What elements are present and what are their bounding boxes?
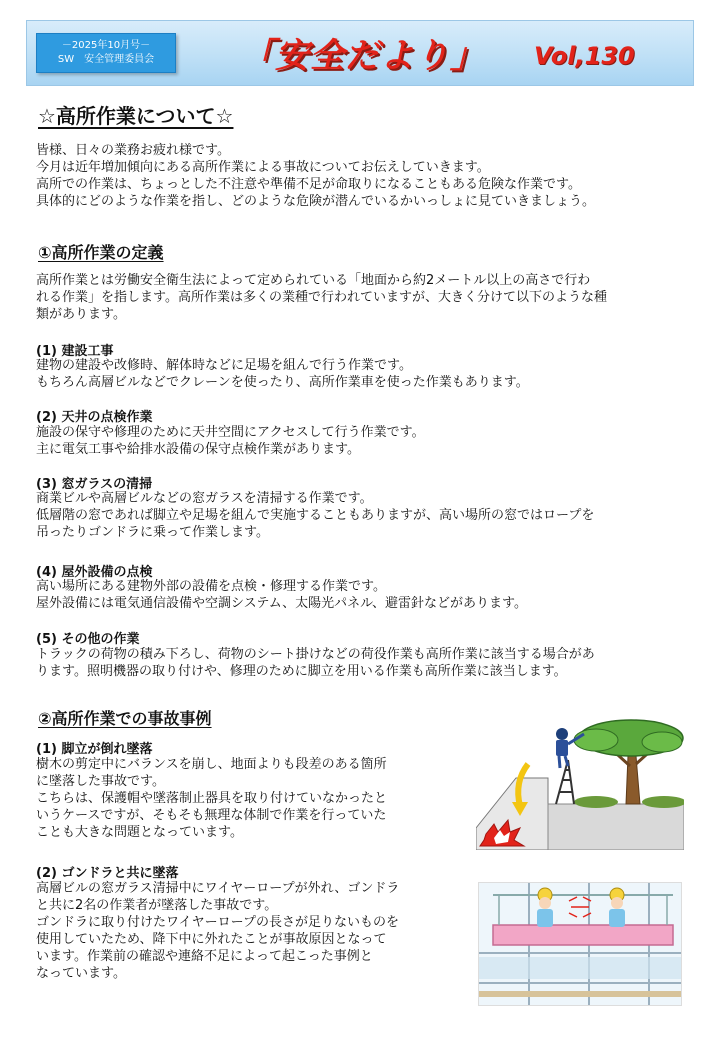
item3-title: (3) 窓ガラスの清掃 — [36, 477, 153, 492]
case1-body — [36, 756, 456, 841]
item-line: 商業ビルや高層ビルなどの窓ガラスを清掃する作業です。 — [36, 491, 373, 506]
lead-line: 類があります。 — [36, 307, 126, 322]
lead-line: 高所作業とは労働安全衛生法によって定められている「地面から約2メートル以上の高さで行わ — [36, 273, 591, 288]
item-line: 高い場所にある建物外部の設備を点検・修理する作業です。 — [36, 579, 386, 594]
case-line: ことも大きな問題となっています。 — [36, 825, 243, 840]
page-title: ☆高所作業について☆ — [38, 104, 234, 128]
case-line: ゴンドラに取り付けたワイヤーロープの長さが足りないものを — [36, 915, 399, 930]
gondola-fall-illustration — [478, 882, 682, 1006]
item4-title: (4) 屋外設備の点検 — [36, 565, 153, 580]
case2-body — [36, 880, 456, 982]
item-line: ります。照明機器の取り付けや、修理のために脚立を用いる作業も高所作業に該当します。 — [36, 664, 567, 679]
item1-title: (1) 建設工事 — [36, 344, 114, 359]
item2-body — [36, 424, 688, 458]
item4-body — [36, 578, 688, 612]
item-line: 低層階の窓であれば脚立や足場を組んで実施することもありますが、高い場所の窓ではロープを — [36, 508, 595, 523]
intro-paragraph — [36, 142, 688, 210]
intro-line: 今月は近年増加傾向にある高所作業による事故についてお伝えしていきます。 — [36, 160, 490, 175]
case-line: 使用していたため、降下中に外れたことが事故原因となって — [36, 932, 387, 947]
section1-heading: ①高所作業の定義 — [38, 243, 164, 262]
case2-title: (2) ゴンドラと共に墜落 — [36, 866, 179, 881]
committee-name: SW 安全管理委員会 — [57, 54, 155, 65]
case-line: に墜落した事故です。 — [36, 774, 165, 789]
case-line: と共に2名の作業者が墜落した事故です。 — [36, 898, 278, 913]
volume-number: Vol,130 — [534, 42, 635, 70]
item5-title: (5) その他の作業 — [36, 632, 140, 647]
case-line: 樹木の剪定中にバランスを崩し、地面よりも段差のある箇所 — [36, 757, 387, 772]
item-line: 屋外設備には電気通信設備や空調システム、太陽光パネル、避雷針などがあります。 — [36, 596, 528, 611]
case-line: います。作業前の確認や連絡不足によって起こった事例と — [36, 949, 373, 964]
item-line: トラックの荷物の積み下ろし、荷物のシート掛けなどの荷役作業も高所作業に該当する場合があ — [36, 647, 595, 662]
item-line: もちろん高層ビルなどでクレーンを使ったり、高所作業車を使った作業もあります。 — [36, 375, 529, 390]
section1-lead — [36, 272, 688, 323]
item3-body — [36, 490, 688, 541]
intro-line: 具体的にどのような作業を指し、どのような危険が潜んでいるかいっしょに見ていきましょう。 — [36, 194, 596, 209]
case-line: こちらは、保護帽や墜落制止器具を取り付けていなかったと — [36, 791, 388, 806]
section2-heading: ②高所作業での事故事例 — [38, 709, 212, 728]
item-line: 建物の建設や改修時、解体時などに足場を組んで行う作業です。 — [36, 358, 412, 373]
intro-line: 皆様、日々の業務お疲れ様です。 — [36, 143, 230, 158]
lead-line: れる作業」を指します。高所作業は多くの業種で行われていますが、大きく分けて以下のような種 — [36, 290, 607, 305]
case-line: いうケースですが、そもそも無理な体制で作業を行っていた — [36, 808, 387, 823]
item5-body — [36, 646, 688, 680]
newsletter-title: 「安全だより」 — [240, 36, 485, 76]
item-line: 主に電気工事や給排水設備の保守点検作業があります。 — [36, 442, 360, 457]
issue-date: －2025年10月号－ — [61, 40, 151, 51]
case-line: なっています。 — [36, 966, 126, 981]
intro-line: 高所での作業は、ちょっとした不注意や準備不足が命取りになることもある危険な作業です。 — [36, 177, 581, 192]
case-line: 高層ビルの窓ガラス清掃中にワイヤーロープが外れ、ゴンドラ — [36, 881, 400, 896]
item2-title: (2) 天井の点検作業 — [36, 410, 153, 425]
item1-body — [36, 357, 688, 391]
item-line: 施設の保守や修理のために天井空間にアクセスして行う作業です。 — [36, 425, 425, 440]
issue-badge — [36, 33, 176, 73]
case1-title: (1) 脚立が倒れ墜落 — [36, 742, 153, 757]
item-line: 吊ったりゴンドラに乗って作業します。 — [36, 525, 269, 540]
tree-pruning-fall-illustration — [476, 716, 684, 850]
